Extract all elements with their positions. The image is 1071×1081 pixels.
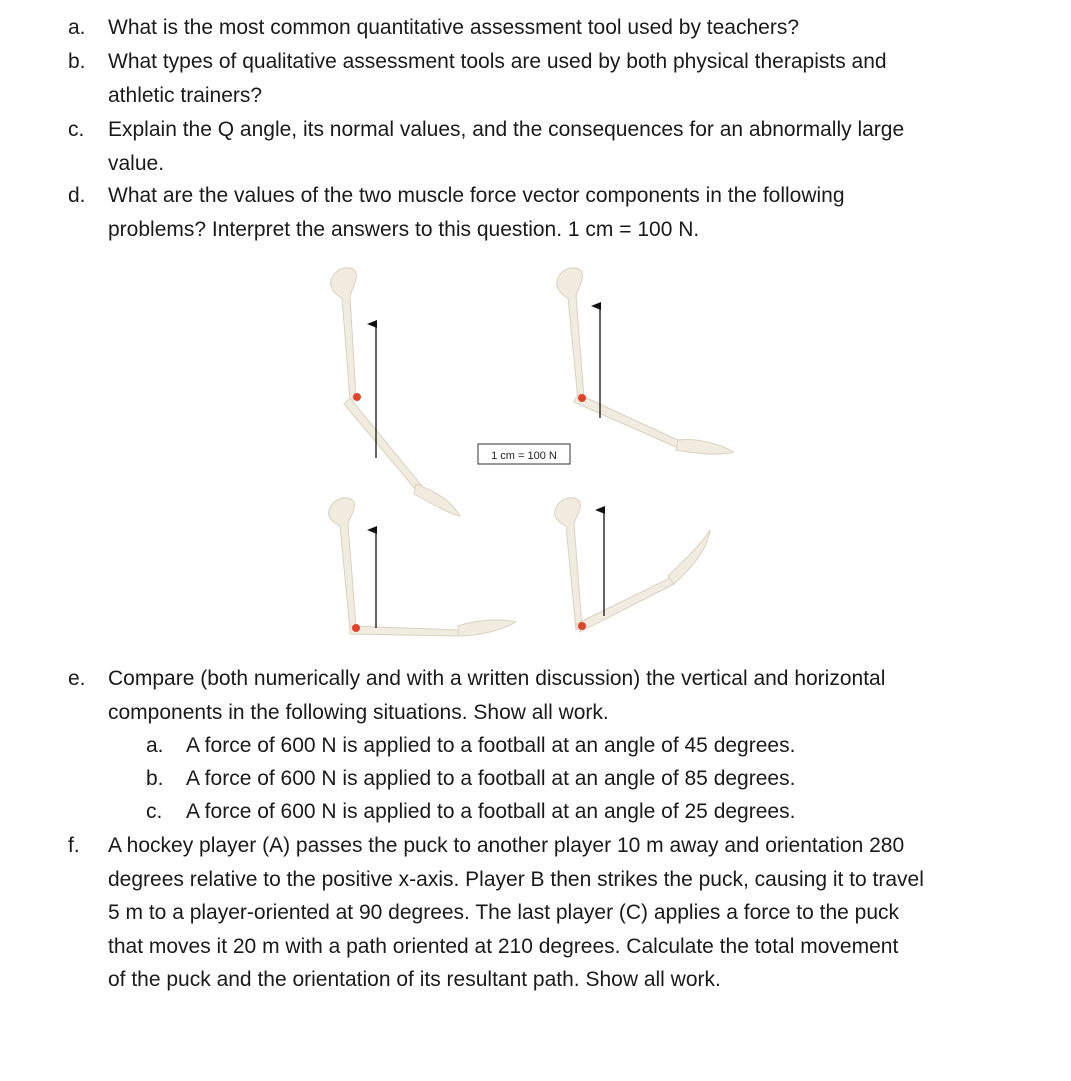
question-letter: d. [68,184,86,207]
humerus-bone [555,498,582,630]
forearm-bone [344,398,422,490]
elbow-joint [352,624,360,632]
question-letter: b. [68,50,86,73]
hand-bone [458,620,516,636]
forearm-bone [574,394,682,448]
question-line: athletic trainers? [108,83,263,107]
question-letter: c. [68,118,85,141]
question-line: What are the values of the two muscle force vector components in the following [108,184,845,207]
arm-diagram-1 [331,268,460,516]
elbow-joint [353,393,361,401]
arm-diagram-3 [329,498,516,636]
sub-question-text: A force of 600 N is applied to a football at an angle of 85 degrees. [186,767,796,790]
hand-bone [414,484,460,516]
question-line: Compare (both numerically and with a written discussion) the vertical and horizontal [108,667,886,690]
forearm-bone [350,626,460,636]
hand-bone [676,440,734,455]
question-line: degrees relative to the positive x-axis. Player B then strikes the puck, causing it to travel [108,867,924,891]
forearm-bone [576,578,674,632]
question-line: that moves it 20 m with a path oriented at 210 degrees. Calculate the total movement [108,934,899,958]
question-letter: a. [68,16,86,39]
question-line: of the puck and the orientation of its resultant path. Show all work. [108,968,721,991]
question-letter: e. [68,667,86,690]
question-line: problems? Interpret the answers to this question. 1 cm = 100 N. [108,217,700,241]
scale-legend [478,444,570,464]
elbow-joint [578,394,586,402]
humerus-bone [329,498,356,630]
question-line: components in the following situations. Show all work. [108,700,609,724]
scale-label: 1 cm = 100 N [491,450,557,462]
question-text [108,45,1028,112]
sub-question-text: A force of 600 N is applied to a football at an angle of 45 degrees. [186,734,796,757]
question-text [108,829,1028,997]
question-text [108,179,1028,246]
sub-question-letter: c. [146,800,163,823]
question-line: A hockey player (A) passes the puck to another player 10 m away and orientation 280 [108,834,905,857]
question-line: value. [108,151,165,175]
question-line: What is the most common quantitative assessment tool used by teachers? [108,16,800,39]
question-letter: f. [68,834,80,857]
question-line: 5 m to a player-oriented at 90 degrees. The last player (C) applies a force to the puck [108,901,900,924]
question-line: Explain the Q angle, its normal values, and the consequences for an abnormally large [108,118,905,141]
arm-diagram-4 [555,498,710,632]
humerus-bone [331,268,357,400]
arm-force-figure [310,258,750,653]
question-text [108,662,1028,729]
question-text [108,11,1028,45]
sub-question-text: A force of 600 N is applied to a football at an angle of 25 degrees. [186,800,796,823]
arm-diagrams [310,258,750,653]
question-line: What types of qualitative assessment tools are used by both physical therapists and [108,50,887,73]
elbow-joint [578,622,586,630]
humerus-bone [557,268,584,400]
sub-question-letter: b. [146,767,164,790]
arm-diagram-2 [557,268,734,454]
sub-question-letter: a. [146,734,164,757]
question-text [108,113,1028,180]
hand-bone [668,530,710,584]
